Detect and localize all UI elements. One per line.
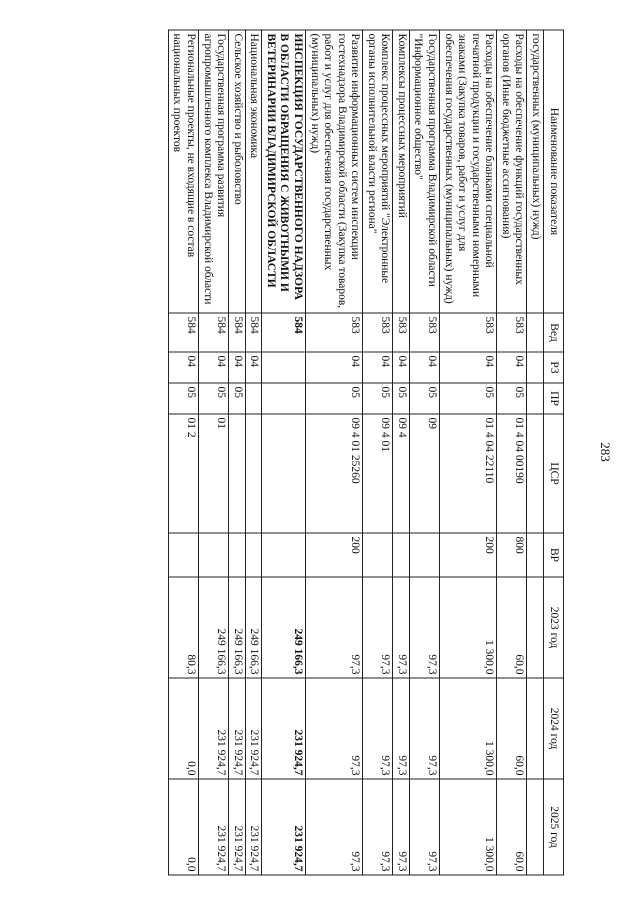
rz-cell (527, 352, 544, 383)
vr-cell: 800 (497, 533, 527, 577)
pr-cell: 05 (363, 383, 393, 414)
ved-cell: 584 (262, 313, 306, 352)
year-2025-cell: 231 924,7 (229, 779, 246, 875)
table-row (393, 30, 410, 875)
ved-cell: 584 (229, 313, 246, 352)
year-2025-cell: 231 924,7 (245, 779, 262, 875)
vr-cell: 200 (440, 533, 497, 577)
header-cell: 2025 год (544, 779, 564, 875)
year-2023-cell: 249 166,3 (199, 577, 229, 678)
header-cell: ПР (544, 383, 564, 414)
header-cell: 2024 год (544, 678, 564, 779)
year-2023-cell: 60,0 (497, 577, 527, 678)
csr-cell (262, 414, 306, 533)
year-2024-cell: 231 924,7 (262, 678, 306, 779)
rz-cell: 04 (245, 352, 262, 383)
pr-cell (262, 383, 306, 414)
indicator-name-cell: Комплекс процессных мероприятий "Электронные органы исполнительной власти региона" (363, 30, 393, 313)
vr-cell (393, 533, 410, 577)
ved-cell: 583 (497, 313, 527, 352)
year-2023-cell (527, 577, 544, 678)
vr-cell: 200 (306, 533, 363, 577)
table-row (229, 30, 246, 875)
pr-cell: 05 (497, 383, 527, 414)
csr-cell: 09 4 (393, 414, 410, 533)
header-cell: ЦСР (544, 414, 564, 533)
year-2023-cell: 249 166,3 (262, 577, 306, 678)
year-2025-cell: 0,0 (168, 779, 198, 875)
csr-cell: 01 4 04 22110 (440, 414, 497, 533)
rz-cell: 04 (306, 352, 363, 383)
year-2024-cell: 60,0 (497, 678, 527, 779)
year-2025-cell (527, 779, 544, 875)
table-row (527, 30, 544, 875)
year-2025-cell: 60,0 (497, 779, 527, 875)
csr-cell: 01 2 (168, 414, 198, 533)
table-row (440, 30, 497, 875)
ved-cell: 583 (409, 313, 439, 352)
year-2024-cell: 0,0 (168, 678, 198, 779)
table-header-row (544, 30, 564, 875)
vr-cell (409, 533, 439, 577)
rz-cell: 04 (199, 352, 229, 383)
year-2024-cell: 231 924,7 (199, 678, 229, 779)
table-row (168, 30, 198, 875)
year-2025-cell: 231 924,7 (262, 779, 306, 875)
year-2025-cell: 97,3 (363, 779, 393, 875)
year-2025-cell: 97,3 (306, 779, 363, 875)
rz-cell: 04 (497, 352, 527, 383)
table-row (363, 30, 393, 875)
table-row (497, 30, 527, 875)
year-2023-cell: 249 166,3 (245, 577, 262, 678)
year-2023-cell: 1 300,0 (440, 577, 497, 678)
vr-cell (527, 533, 544, 577)
ved-cell: 583 (363, 313, 393, 352)
indicator-name-cell: Государственная программа Владимирской области "Информационное общество" (409, 30, 439, 313)
csr-cell (527, 414, 544, 533)
ved-cell: 583 (393, 313, 410, 352)
year-2024-cell: 97,3 (363, 678, 393, 779)
rz-cell: 04 (168, 352, 198, 383)
year-2023-cell: 80,3 (168, 577, 198, 678)
vr-cell (229, 533, 246, 577)
year-2024-cell: 231 924,7 (245, 678, 262, 779)
year-2024-cell: 97,3 (306, 678, 363, 779)
year-2025-cell: 231 924,7 (199, 779, 229, 875)
ved-cell: 583 (306, 313, 363, 352)
vr-cell (168, 533, 198, 577)
pr-cell: 05 (306, 383, 363, 414)
indicator-name-cell: Сельское хозяйство и рыболовство (229, 30, 246, 313)
indicator-name-cell: Региональные проекты, не входящие в состав национальных проектов (168, 30, 198, 313)
table-row (199, 30, 229, 875)
pr-cell: 05 (440, 383, 497, 414)
csr-cell (245, 414, 262, 533)
year-2023-cell: 97,3 (393, 577, 410, 678)
year-2023-cell: 97,3 (363, 577, 393, 678)
budget-table (168, 30, 564, 876)
pr-cell: 05 (393, 383, 410, 414)
csr-cell: 09 (409, 414, 439, 533)
year-2025-cell: 97,3 (393, 779, 410, 875)
table-row (409, 30, 439, 875)
year-2023-cell: 249 166,3 (229, 577, 246, 678)
year-2024-cell (527, 678, 544, 779)
indicator-name-cell: Расходы на обеспечение бланками специальной печатной продукции и государственными номерными знаками (Закупка товаров, работ и услуг для обеспечения государственных (муниципальных) нужд) (440, 30, 497, 313)
year-2025-cell: 97,3 (409, 779, 439, 875)
rz-cell: 04 (363, 352, 393, 383)
rz-cell: 04 (440, 352, 497, 383)
rz-cell: 04 (409, 352, 439, 383)
rz-cell: 04 (229, 352, 246, 383)
ved-cell: 584 (168, 313, 198, 352)
pr-cell (527, 383, 544, 414)
indicator-name-cell: Комплексы процессных мероприятий (393, 30, 410, 313)
pr-cell: 05 (229, 383, 246, 414)
pr-cell: 05 (409, 383, 439, 414)
header-cell: ВР (544, 533, 564, 577)
header-cell: Наименование показателя (544, 30, 564, 313)
table-row (306, 30, 363, 875)
vr-cell (199, 533, 229, 577)
indicator-name-cell: Расходы на обеспечение функций государственных органов (Иные бюджетные ассигнования) (497, 30, 527, 313)
rz-cell: 04 (393, 352, 410, 383)
indicator-name-cell: Национальная экономика (245, 30, 262, 313)
indicator-name-cell: Государственная программа развития агропромышленного комплекса Владимирской области (199, 30, 229, 313)
rotated-page-content (76, 30, 564, 875)
vr-cell (245, 533, 262, 577)
indicator-name-cell: государственных (муниципальных) нужд) (527, 30, 544, 313)
ved-cell (527, 313, 544, 352)
table-row (262, 30, 306, 875)
year-2024-cell: 97,3 (393, 678, 410, 779)
ved-cell: 584 (199, 313, 229, 352)
vr-cell (363, 533, 393, 577)
header-cell: РЗ (544, 352, 564, 383)
ved-cell: 583 (440, 313, 497, 352)
header-cell: 2023 год (544, 577, 564, 678)
header-cell: Вед (544, 313, 564, 352)
ved-cell: 584 (245, 313, 262, 352)
year-2024-cell: 97,3 (409, 678, 439, 779)
year-2023-cell: 97,3 (409, 577, 439, 678)
csr-cell: 01 (199, 414, 229, 533)
pr-cell: 05 (199, 383, 229, 414)
indicator-name-cell: Развитие информационных систем инспекции гостехнадзора Владимирской области (Закупка товаров, работ и услуг для обеспечения государственных (муниципальных) нужд) (306, 30, 363, 313)
rz-cell (262, 352, 306, 383)
year-2024-cell: 1 300,0 (440, 678, 497, 779)
pr-cell: 05 (168, 383, 198, 414)
indicator-name-cell: ИНСПЕКЦИЯ ГОСУДАРСТВЕННОГО НАДЗОРА В ОБЛАСТИ ОБРАЩЕНИЯ С ЖИВОТНЫМИ И ВЕТЕРИНАРИИ ВЛАДИМИРСКОЙ ОБЛАСТИ (262, 30, 306, 313)
year-2025-cell: 1 300,0 (440, 779, 497, 875)
page-number: 283 (598, 442, 613, 462)
csr-cell: 01 4 04 00190 (497, 414, 527, 533)
csr-cell (229, 414, 246, 533)
csr-cell: 09 4 01 (363, 414, 393, 533)
year-2024-cell: 231 924,7 (229, 678, 246, 779)
csr-cell: 09 4 01 25260 (306, 414, 363, 533)
year-2023-cell: 97,3 (306, 577, 363, 678)
vr-cell (262, 533, 306, 577)
table-row (245, 30, 262, 875)
pr-cell (245, 383, 262, 414)
